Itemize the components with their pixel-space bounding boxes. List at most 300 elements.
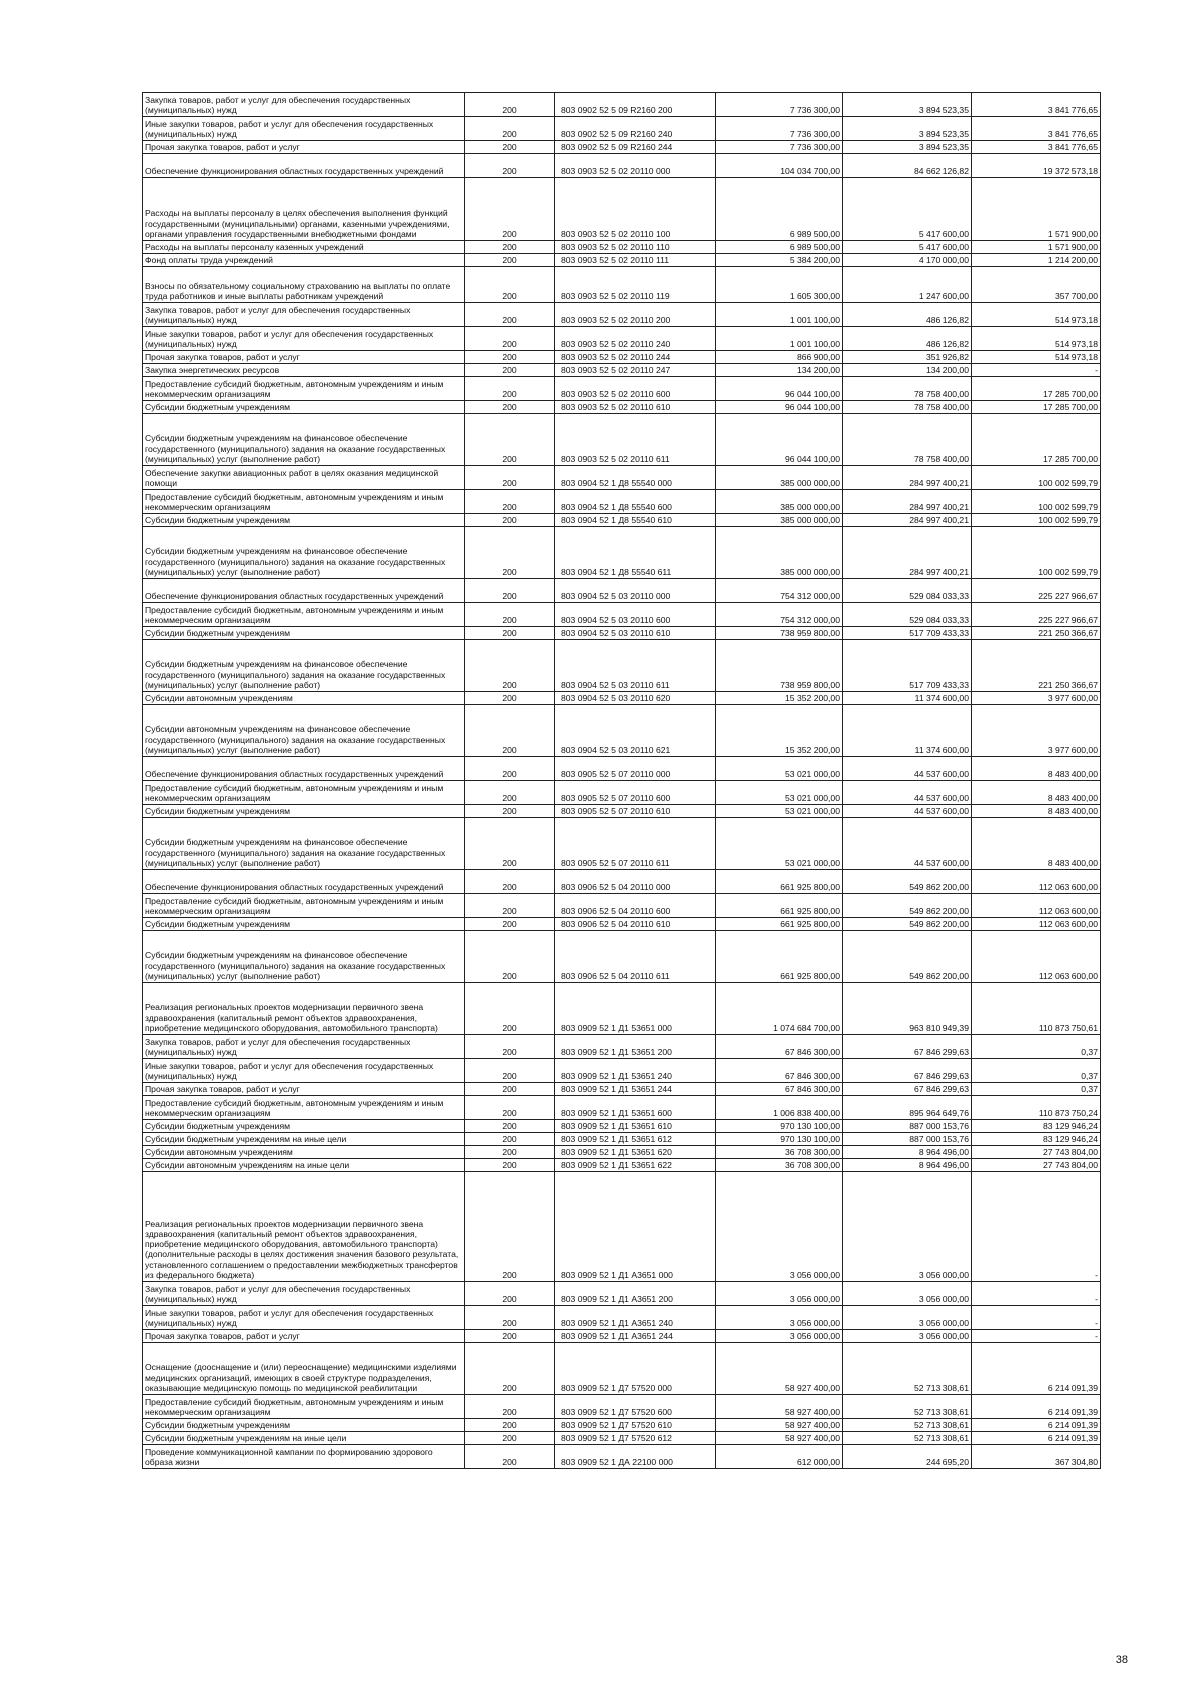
executed-amount-cell: 549 862 200,00 bbox=[843, 918, 972, 931]
unexecuted-amount-cell: 112 063 600,00 bbox=[972, 870, 1101, 894]
executed-amount-cell: 517 709 433,33 bbox=[843, 627, 972, 640]
executed-amount-cell: 52 713 308,61 bbox=[843, 1395, 972, 1419]
line-code-cell: 200 bbox=[465, 1120, 555, 1133]
executed-amount-cell: 84 662 126,82 bbox=[843, 154, 972, 178]
budget-code-cell: 803 0903 52 5 02 20110 244 bbox=[555, 351, 716, 364]
executed-amount-cell: 1 247 600,00 bbox=[843, 267, 972, 303]
table-row bbox=[143, 401, 1101, 414]
executed-amount-cell: 52 713 308,61 bbox=[843, 1419, 972, 1432]
unexecuted-amount-cell: 8 483 400,00 bbox=[972, 818, 1101, 870]
executed-amount-cell: 351 926,82 bbox=[843, 351, 972, 364]
budget-code-cell: 803 0904 52 5 03 20110 610 bbox=[555, 627, 716, 640]
row-name-cell: Прочая закупка товаров, работ и услуг bbox=[143, 1083, 465, 1096]
line-code-cell: 200 bbox=[465, 1306, 555, 1330]
executed-amount-cell: 486 126,82 bbox=[843, 303, 972, 327]
unexecuted-amount-cell: 112 063 600,00 bbox=[972, 931, 1101, 983]
approved-amount-cell: 58 927 400,00 bbox=[716, 1395, 843, 1419]
line-code-cell: 200 bbox=[465, 931, 555, 983]
line-code-cell: 200 bbox=[465, 117, 555, 141]
row-name-cell: Закупка товаров, работ и услуг для обеспечения государственных (муниципальных) нужд bbox=[143, 1035, 465, 1059]
approved-amount-cell: 6 989 500,00 bbox=[716, 241, 843, 254]
unexecuted-amount-cell: 0,37 bbox=[972, 1035, 1101, 1059]
line-code-cell: 200 bbox=[465, 1445, 555, 1469]
table-body bbox=[143, 93, 1101, 1469]
unexecuted-amount-cell: 514 973,18 bbox=[972, 327, 1101, 351]
unexecuted-amount-cell: 110 873 750,24 bbox=[972, 1096, 1101, 1120]
executed-amount-cell: 3 056 000,00 bbox=[843, 1306, 972, 1330]
budget-code-cell: 803 0906 52 5 04 20110 611 bbox=[555, 931, 716, 983]
line-code-cell: 200 bbox=[465, 894, 555, 918]
executed-amount-cell: 517 709 433,33 bbox=[843, 640, 972, 692]
row-name-cell: Обеспечение функционирования областных государственных учреждений bbox=[143, 870, 465, 894]
line-code-cell: 200 bbox=[465, 1133, 555, 1146]
table-row bbox=[143, 781, 1101, 805]
table-row bbox=[143, 1133, 1101, 1146]
line-code-cell: 200 bbox=[465, 818, 555, 870]
table-row bbox=[143, 1343, 1101, 1395]
table-row bbox=[143, 1096, 1101, 1120]
budget-code-cell: 803 0905 52 5 07 20110 611 bbox=[555, 818, 716, 870]
table-row bbox=[143, 527, 1101, 579]
row-name-cell: Предоставление субсидий бюджетным, автономным учреждениям и иным некоммерческим организациям bbox=[143, 894, 465, 918]
line-code-cell: 200 bbox=[465, 870, 555, 894]
table-row bbox=[143, 117, 1101, 141]
row-name-cell: Иные закупки товаров, работ и услуг для обеспечения государственных (муниципальных) нужд bbox=[143, 117, 465, 141]
executed-amount-cell: 486 126,82 bbox=[843, 327, 972, 351]
line-code-cell: 200 bbox=[465, 1282, 555, 1306]
line-code-cell: 200 bbox=[465, 514, 555, 527]
approved-amount-cell: 3 056 000,00 bbox=[716, 1282, 843, 1306]
line-code-cell: 200 bbox=[465, 1419, 555, 1432]
table-row bbox=[143, 983, 1101, 1035]
line-code-cell: 200 bbox=[465, 364, 555, 377]
executed-amount-cell: 529 084 033,33 bbox=[843, 579, 972, 603]
line-code-cell: 200 bbox=[465, 705, 555, 757]
budget-code-cell: 803 0909 52 1 Д1 53651 610 bbox=[555, 1120, 716, 1133]
table-row bbox=[143, 1282, 1101, 1306]
unexecuted-amount-cell: 17 285 700,00 bbox=[972, 414, 1101, 466]
executed-amount-cell: 887 000 153,76 bbox=[843, 1133, 972, 1146]
table-row bbox=[143, 1146, 1101, 1159]
table-row bbox=[143, 414, 1101, 466]
unexecuted-amount-cell: 100 002 599,79 bbox=[972, 466, 1101, 490]
approved-amount-cell: 67 846 300,00 bbox=[716, 1083, 843, 1096]
executed-amount-cell: 529 084 033,33 bbox=[843, 603, 972, 627]
budget-code-cell: 803 0903 52 5 02 20110 100 bbox=[555, 178, 716, 241]
row-name-cell: Иные закупки товаров, работ и услуг для обеспечения государственных (муниципальных) нужд bbox=[143, 1059, 465, 1083]
approved-amount-cell: 3 056 000,00 bbox=[716, 1330, 843, 1343]
budget-code-cell: 803 0904 52 1 Д8 55540 000 bbox=[555, 466, 716, 490]
unexecuted-amount-cell: 357 700,00 bbox=[972, 267, 1101, 303]
unexecuted-amount-cell: 221 250 366,67 bbox=[972, 627, 1101, 640]
executed-amount-cell: 134 200,00 bbox=[843, 364, 972, 377]
table-row bbox=[143, 1120, 1101, 1133]
budget-execution-table bbox=[142, 92, 1101, 1469]
row-name-cell: Субсидии бюджетным учреждениям bbox=[143, 401, 465, 414]
approved-amount-cell: 661 925 800,00 bbox=[716, 918, 843, 931]
executed-amount-cell: 67 846 299,63 bbox=[843, 1059, 972, 1083]
unexecuted-amount-cell: - bbox=[972, 1172, 1101, 1282]
budget-code-cell: 803 0902 52 5 09 R2160 244 bbox=[555, 141, 716, 154]
executed-amount-cell: 44 537 600,00 bbox=[843, 818, 972, 870]
table-row bbox=[143, 490, 1101, 514]
approved-amount-cell: 6 989 500,00 bbox=[716, 178, 843, 241]
budget-code-cell: 803 0903 52 5 02 20110 111 bbox=[555, 254, 716, 267]
row-name-cell: Закупка товаров, работ и услуг для обеспечения государственных (муниципальных) нужд bbox=[143, 93, 465, 117]
budget-code-cell: 803 0903 52 5 02 20110 110 bbox=[555, 241, 716, 254]
approved-amount-cell: 58 927 400,00 bbox=[716, 1343, 843, 1395]
line-code-cell: 200 bbox=[465, 1432, 555, 1445]
executed-amount-cell: 11 374 600,00 bbox=[843, 692, 972, 705]
line-code-cell: 200 bbox=[465, 327, 555, 351]
executed-amount-cell: 3 894 523,35 bbox=[843, 117, 972, 141]
unexecuted-amount-cell: 514 973,18 bbox=[972, 351, 1101, 364]
row-name-cell: Реализация региональных проектов модернизации первичного звена здравоохранения (капитальный ремонт объектов здравоохранения, приобретение медицинского оборудования, автомобильного транспорта) bbox=[143, 983, 465, 1035]
line-code-cell: 200 bbox=[465, 1096, 555, 1120]
executed-amount-cell: 284 997 400,21 bbox=[843, 527, 972, 579]
table-row bbox=[143, 692, 1101, 705]
row-name-cell: Субсидии бюджетным учреждениям на иные цели bbox=[143, 1133, 465, 1146]
row-name-cell: Взносы по обязательному социальному страхованию на выплаты по оплате труда работников и иные выплаты работникам учреждений bbox=[143, 267, 465, 303]
row-name-cell: Прочая закупка товаров, работ и услуг bbox=[143, 351, 465, 364]
table-row bbox=[143, 154, 1101, 178]
approved-amount-cell: 15 352 200,00 bbox=[716, 705, 843, 757]
line-code-cell: 200 bbox=[465, 154, 555, 178]
approved-amount-cell: 134 200,00 bbox=[716, 364, 843, 377]
row-name-cell: Закупка товаров, работ и услуг для обеспечения государственных (муниципальных) нужд bbox=[143, 1282, 465, 1306]
approved-amount-cell: 661 925 800,00 bbox=[716, 870, 843, 894]
budget-code-cell: 803 0906 52 5 04 20110 600 bbox=[555, 894, 716, 918]
budget-code-cell: 803 0903 52 5 02 20110 240 bbox=[555, 327, 716, 351]
executed-amount-cell: 284 997 400,21 bbox=[843, 490, 972, 514]
approved-amount-cell: 7 736 300,00 bbox=[716, 93, 843, 117]
line-code-cell: 200 bbox=[465, 527, 555, 579]
table-row bbox=[143, 1159, 1101, 1172]
budget-code-cell: 803 0909 52 1 Д1 53651 240 bbox=[555, 1059, 716, 1083]
table-row bbox=[143, 579, 1101, 603]
unexecuted-amount-cell: 3 977 600,00 bbox=[972, 692, 1101, 705]
unexecuted-amount-cell: 100 002 599,79 bbox=[972, 514, 1101, 527]
executed-amount-cell: 52 713 308,61 bbox=[843, 1432, 972, 1445]
budget-code-cell: 803 0909 52 1 Д7 57520 612 bbox=[555, 1432, 716, 1445]
approved-amount-cell: 36 708 300,00 bbox=[716, 1159, 843, 1172]
approved-amount-cell: 738 959 800,00 bbox=[716, 640, 843, 692]
approved-amount-cell: 661 925 800,00 bbox=[716, 894, 843, 918]
unexecuted-amount-cell: 3 841 776,65 bbox=[972, 141, 1101, 154]
table-row bbox=[143, 757, 1101, 781]
executed-amount-cell: 895 964 649,76 bbox=[843, 1096, 972, 1120]
executed-amount-cell: 284 997 400,21 bbox=[843, 514, 972, 527]
approved-amount-cell: 866 900,00 bbox=[716, 351, 843, 364]
unexecuted-amount-cell: - bbox=[972, 1282, 1101, 1306]
budget-code-cell: 803 0905 52 5 07 20110 600 bbox=[555, 781, 716, 805]
page-number: 38 bbox=[1115, 1654, 1128, 1666]
approved-amount-cell: 7 736 300,00 bbox=[716, 141, 843, 154]
approved-amount-cell: 385 000 000,00 bbox=[716, 514, 843, 527]
executed-amount-cell: 44 537 600,00 bbox=[843, 781, 972, 805]
line-code-cell: 200 bbox=[465, 640, 555, 692]
executed-amount-cell: 4 170 000,00 bbox=[843, 254, 972, 267]
executed-amount-cell: 963 810 949,39 bbox=[843, 983, 972, 1035]
table-row bbox=[143, 327, 1101, 351]
budget-code-cell: 803 0909 52 1 Д1 А3651 244 bbox=[555, 1330, 716, 1343]
row-name-cell: Обеспечение функционирования областных государственных учреждений bbox=[143, 757, 465, 781]
row-name-cell: Обеспечение закупки авиационных работ в целях оказания медицинской помощи bbox=[143, 466, 465, 490]
line-code-cell: 200 bbox=[465, 1343, 555, 1395]
line-code-cell: 200 bbox=[465, 141, 555, 154]
row-name-cell: Субсидии бюджетным учреждениям на финансовое обеспечение государственного (муниципального) задания на оказание государственных (муниципальных) услуг (выполнение работ) bbox=[143, 527, 465, 579]
unexecuted-amount-cell: 8 483 400,00 bbox=[972, 805, 1101, 818]
unexecuted-amount-cell: 6 214 091,39 bbox=[972, 1395, 1101, 1419]
table-row bbox=[143, 351, 1101, 364]
line-code-cell: 200 bbox=[465, 781, 555, 805]
executed-amount-cell: 549 862 200,00 bbox=[843, 931, 972, 983]
unexecuted-amount-cell: - bbox=[972, 1330, 1101, 1343]
line-code-cell: 200 bbox=[465, 918, 555, 931]
table-row bbox=[143, 603, 1101, 627]
approved-amount-cell: 104 034 700,00 bbox=[716, 154, 843, 178]
budget-code-cell: 803 0904 52 1 Д8 55540 600 bbox=[555, 490, 716, 514]
table-row bbox=[143, 1432, 1101, 1445]
budget-code-cell: 803 0903 52 5 02 20110 200 bbox=[555, 303, 716, 327]
row-name-cell: Расходы на выплаты персоналу казенных учреждений bbox=[143, 241, 465, 254]
budget-code-cell: 803 0902 52 5 09 R2160 200 bbox=[555, 93, 716, 117]
line-code-cell: 200 bbox=[465, 1146, 555, 1159]
line-code-cell: 200 bbox=[465, 414, 555, 466]
approved-amount-cell: 96 044 100,00 bbox=[716, 414, 843, 466]
row-name-cell: Обеспечение функционирования областных государственных учреждений bbox=[143, 154, 465, 178]
budget-code-cell: 803 0904 52 5 03 20110 621 bbox=[555, 705, 716, 757]
line-code-cell: 200 bbox=[465, 267, 555, 303]
table-row bbox=[143, 1330, 1101, 1343]
row-name-cell: Субсидии автономным учреждениям на финансовое обеспечение государственного (муниципального) задания на оказание государственных (муниципальных) услуг (выполнение работ) bbox=[143, 705, 465, 757]
executed-amount-cell: 67 846 299,63 bbox=[843, 1083, 972, 1096]
row-name-cell: Субсидии бюджетным учреждениям bbox=[143, 514, 465, 527]
table-row bbox=[143, 894, 1101, 918]
row-name-cell: Прочая закупка товаров, работ и услуг bbox=[143, 141, 465, 154]
budget-code-cell: 803 0904 52 5 03 20110 600 bbox=[555, 603, 716, 627]
unexecuted-amount-cell: 1 571 900,00 bbox=[972, 241, 1101, 254]
approved-amount-cell: 67 846 300,00 bbox=[716, 1035, 843, 1059]
approved-amount-cell: 3 056 000,00 bbox=[716, 1172, 843, 1282]
unexecuted-amount-cell: 0,37 bbox=[972, 1083, 1101, 1096]
row-name-cell: Субсидии бюджетным учреждениям bbox=[143, 805, 465, 818]
row-name-cell: Субсидии автономным учреждениям на иные цели bbox=[143, 1159, 465, 1172]
budget-code-cell: 803 0909 52 1 Д1 А3651 240 bbox=[555, 1306, 716, 1330]
line-code-cell: 200 bbox=[465, 1083, 555, 1096]
approved-amount-cell: 58 927 400,00 bbox=[716, 1419, 843, 1432]
table-row bbox=[143, 640, 1101, 692]
line-code-cell: 200 bbox=[465, 178, 555, 241]
row-name-cell: Предоставление субсидий бюджетным, автономным учреждениям и иным некоммерческим организациям bbox=[143, 1395, 465, 1419]
row-name-cell: Иные закупки товаров, работ и услуг для обеспечения государственных (муниципальных) нужд bbox=[143, 327, 465, 351]
line-code-cell: 200 bbox=[465, 241, 555, 254]
unexecuted-amount-cell: 225 227 966,67 bbox=[972, 603, 1101, 627]
executed-amount-cell: 67 846 299,63 bbox=[843, 1035, 972, 1059]
unexecuted-amount-cell: 17 285 700,00 bbox=[972, 401, 1101, 414]
budget-code-cell: 803 0903 52 5 02 20110 247 bbox=[555, 364, 716, 377]
table-row bbox=[143, 514, 1101, 527]
unexecuted-amount-cell: 83 129 946,24 bbox=[972, 1133, 1101, 1146]
line-code-cell: 200 bbox=[465, 401, 555, 414]
approved-amount-cell: 385 000 000,00 bbox=[716, 490, 843, 514]
row-name-cell: Предоставление субсидий бюджетным, автономным учреждениям и иным некоммерческим организациям bbox=[143, 1096, 465, 1120]
unexecuted-amount-cell: - bbox=[972, 364, 1101, 377]
executed-amount-cell: 78 758 400,00 bbox=[843, 414, 972, 466]
executed-amount-cell: 887 000 153,76 bbox=[843, 1120, 972, 1133]
table-row bbox=[143, 1395, 1101, 1419]
approved-amount-cell: 5 384 200,00 bbox=[716, 254, 843, 267]
unexecuted-amount-cell: 83 129 946,24 bbox=[972, 1120, 1101, 1133]
unexecuted-amount-cell: 3 841 776,65 bbox=[972, 117, 1101, 141]
approved-amount-cell: 96 044 100,00 bbox=[716, 377, 843, 401]
budget-code-cell: 803 0902 52 5 09 R2160 240 bbox=[555, 117, 716, 141]
executed-amount-cell: 549 862 200,00 bbox=[843, 870, 972, 894]
budget-code-cell: 803 0906 52 5 04 20110 610 bbox=[555, 918, 716, 931]
table-row bbox=[143, 1059, 1101, 1083]
executed-amount-cell: 78 758 400,00 bbox=[843, 401, 972, 414]
row-name-cell: Закупка товаров, работ и услуг для обеспечения государственных (муниципальных) нужд bbox=[143, 303, 465, 327]
line-code-cell: 200 bbox=[465, 603, 555, 627]
line-code-cell: 200 bbox=[465, 692, 555, 705]
table-row bbox=[143, 627, 1101, 640]
executed-amount-cell: 44 537 600,00 bbox=[843, 757, 972, 781]
unexecuted-amount-cell: 112 063 600,00 bbox=[972, 894, 1101, 918]
budget-code-cell: 803 0909 52 1 Д1 53651 600 bbox=[555, 1096, 716, 1120]
executed-amount-cell: 3 056 000,00 bbox=[843, 1282, 972, 1306]
row-name-cell: Фонд оплаты труда учреждений bbox=[143, 254, 465, 267]
table-row bbox=[143, 1172, 1101, 1282]
approved-amount-cell: 7 736 300,00 bbox=[716, 117, 843, 141]
budget-code-cell: 803 0909 52 1 Д1 53651 244 bbox=[555, 1083, 716, 1096]
line-code-cell: 200 bbox=[465, 627, 555, 640]
approved-amount-cell: 53 021 000,00 bbox=[716, 805, 843, 818]
unexecuted-amount-cell: 3 977 600,00 bbox=[972, 705, 1101, 757]
row-name-cell: Предоставление субсидий бюджетным, автономным учреждениям и иным некоммерческим организациям bbox=[143, 603, 465, 627]
row-name-cell: Субсидии автономным учреждениям bbox=[143, 692, 465, 705]
approved-amount-cell: 385 000 000,00 bbox=[716, 527, 843, 579]
budget-code-cell: 803 0905 52 5 07 20110 000 bbox=[555, 757, 716, 781]
unexecuted-amount-cell: - bbox=[972, 1306, 1101, 1330]
table-row bbox=[143, 1445, 1101, 1469]
approved-amount-cell: 53 021 000,00 bbox=[716, 818, 843, 870]
executed-amount-cell: 78 758 400,00 bbox=[843, 377, 972, 401]
line-code-cell: 200 bbox=[465, 805, 555, 818]
row-name-cell: Субсидии бюджетным учреждениям на финансовое обеспечение государственного (муниципального) задания на оказание государственных (муниципальных) услуг (выполнение работ) bbox=[143, 414, 465, 466]
executed-amount-cell: 11 374 600,00 bbox=[843, 705, 972, 757]
line-code-cell: 200 bbox=[465, 351, 555, 364]
unexecuted-amount-cell: 0,37 bbox=[972, 1059, 1101, 1083]
table-row bbox=[143, 466, 1101, 490]
unexecuted-amount-cell: 514 973,18 bbox=[972, 303, 1101, 327]
budget-code-cell: 803 0904 52 1 Д8 55540 610 bbox=[555, 514, 716, 527]
line-code-cell: 200 bbox=[465, 466, 555, 490]
row-name-cell: Реализация региональных проектов модернизации первичного звена здравоохранения (капитальный ремонт объектов здравоохранения, приобретение медицинского оборудования, автомобильного транспорта) (дополнительные расходы в целях достижения значения базового результата, установленного соглашением о предоставлении межбюджетных трансфертов из федерального бюджета) bbox=[143, 1172, 465, 1282]
budget-code-cell: 803 0903 52 5 02 20110 000 bbox=[555, 154, 716, 178]
line-code-cell: 200 bbox=[465, 983, 555, 1035]
approved-amount-cell: 53 021 000,00 bbox=[716, 781, 843, 805]
unexecuted-amount-cell: 225 227 966,67 bbox=[972, 579, 1101, 603]
line-code-cell: 200 bbox=[465, 490, 555, 514]
executed-amount-cell: 244 695,20 bbox=[843, 1445, 972, 1469]
unexecuted-amount-cell: 100 002 599,79 bbox=[972, 527, 1101, 579]
unexecuted-amount-cell: 6 214 091,39 bbox=[972, 1419, 1101, 1432]
budget-code-cell: 803 0909 52 1 Д1 А3651 000 bbox=[555, 1172, 716, 1282]
executed-amount-cell: 8 964 496,00 bbox=[843, 1146, 972, 1159]
unexecuted-amount-cell: 6 214 091,39 bbox=[972, 1432, 1101, 1445]
line-code-cell: 200 bbox=[465, 1035, 555, 1059]
approved-amount-cell: 15 352 200,00 bbox=[716, 692, 843, 705]
executed-amount-cell: 284 997 400,21 bbox=[843, 466, 972, 490]
table-row bbox=[143, 364, 1101, 377]
unexecuted-amount-cell: 27 743 804,00 bbox=[972, 1159, 1101, 1172]
budget-code-cell: 803 0904 52 5 03 20110 000 bbox=[555, 579, 716, 603]
budget-code-cell: 803 0909 52 1 Д1 53651 612 bbox=[555, 1133, 716, 1146]
table-row bbox=[143, 1419, 1101, 1432]
approved-amount-cell: 1 001 100,00 bbox=[716, 303, 843, 327]
executed-amount-cell: 549 862 200,00 bbox=[843, 894, 972, 918]
table-row bbox=[143, 377, 1101, 401]
unexecuted-amount-cell: 100 002 599,79 bbox=[972, 490, 1101, 514]
executed-amount-cell: 44 537 600,00 bbox=[843, 805, 972, 818]
row-name-cell: Субсидии бюджетным учреждениям bbox=[143, 918, 465, 931]
row-name-cell: Субсидии бюджетным учреждениям на финансовое обеспечение государственного (муниципального) задания на оказание государственных (муниципальных) услуг (выполнение работ) bbox=[143, 931, 465, 983]
unexecuted-amount-cell: 110 873 750,61 bbox=[972, 983, 1101, 1035]
line-code-cell: 200 bbox=[465, 1159, 555, 1172]
approved-amount-cell: 1 605 300,00 bbox=[716, 267, 843, 303]
unexecuted-amount-cell: 17 285 700,00 bbox=[972, 377, 1101, 401]
row-name-cell: Расходы на выплаты персоналу в целях обеспечения выполнения функций государственными (муниципальными) органами, казенными учреждениями, органами управления государственными внебюджетными фондами bbox=[143, 178, 465, 241]
executed-amount-cell: 3 056 000,00 bbox=[843, 1172, 972, 1282]
row-name-cell: Закупка энергетических ресурсов bbox=[143, 364, 465, 377]
table-row bbox=[143, 303, 1101, 327]
unexecuted-amount-cell: 8 483 400,00 bbox=[972, 781, 1101, 805]
line-code-cell: 200 bbox=[465, 93, 555, 117]
approved-amount-cell: 1 074 684 700,00 bbox=[716, 983, 843, 1035]
table-row bbox=[143, 918, 1101, 931]
table-row bbox=[143, 705, 1101, 757]
budget-code-cell: 803 0905 52 5 07 20110 610 bbox=[555, 805, 716, 818]
unexecuted-amount-cell: 27 743 804,00 bbox=[972, 1146, 1101, 1159]
budget-code-cell: 803 0903 52 5 02 20110 610 bbox=[555, 401, 716, 414]
budget-code-cell: 803 0909 52 1 Д1 53651 200 bbox=[555, 1035, 716, 1059]
row-name-cell: Субсидии бюджетным учреждениям на иные цели bbox=[143, 1432, 465, 1445]
row-name-cell: Оснащение (дооснащение и (или) переоснащение) медицинскими изделиями медицинских организаций, имеющих в своей структуре подразделения, оказывающие медицинскую помощь по медицинской реабилитации bbox=[143, 1343, 465, 1395]
line-code-cell: 200 bbox=[465, 1330, 555, 1343]
unexecuted-amount-cell: 1 571 900,00 bbox=[972, 178, 1101, 241]
row-name-cell: Субсидии бюджетным учреждениям bbox=[143, 1419, 465, 1432]
executed-amount-cell: 3 894 523,35 bbox=[843, 141, 972, 154]
table-row bbox=[143, 141, 1101, 154]
row-name-cell: Предоставление субсидий бюджетным, автономным учреждениям и иным некоммерческим организациям bbox=[143, 490, 465, 514]
row-name-cell: Субсидии бюджетным учреждениям bbox=[143, 1120, 465, 1133]
row-name-cell: Иные закупки товаров, работ и услуг для обеспечения государственных (муниципальных) нужд bbox=[143, 1306, 465, 1330]
approved-amount-cell: 612 000,00 bbox=[716, 1445, 843, 1469]
table-row bbox=[143, 818, 1101, 870]
approved-amount-cell: 36 708 300,00 bbox=[716, 1146, 843, 1159]
executed-amount-cell: 8 964 496,00 bbox=[843, 1159, 972, 1172]
approved-amount-cell: 661 925 800,00 bbox=[716, 931, 843, 983]
table-row bbox=[143, 1083, 1101, 1096]
line-code-cell: 200 bbox=[465, 1059, 555, 1083]
table-row bbox=[143, 241, 1101, 254]
line-code-cell: 200 bbox=[465, 1172, 555, 1282]
budget-code-cell: 803 0909 52 1 ДА 22100 000 bbox=[555, 1445, 716, 1469]
line-code-cell: 200 bbox=[465, 377, 555, 401]
table-row bbox=[143, 1035, 1101, 1059]
budget-code-cell: 803 0909 52 1 Д1 53651 622 bbox=[555, 1159, 716, 1172]
budget-code-cell: 803 0903 52 5 02 20110 600 bbox=[555, 377, 716, 401]
